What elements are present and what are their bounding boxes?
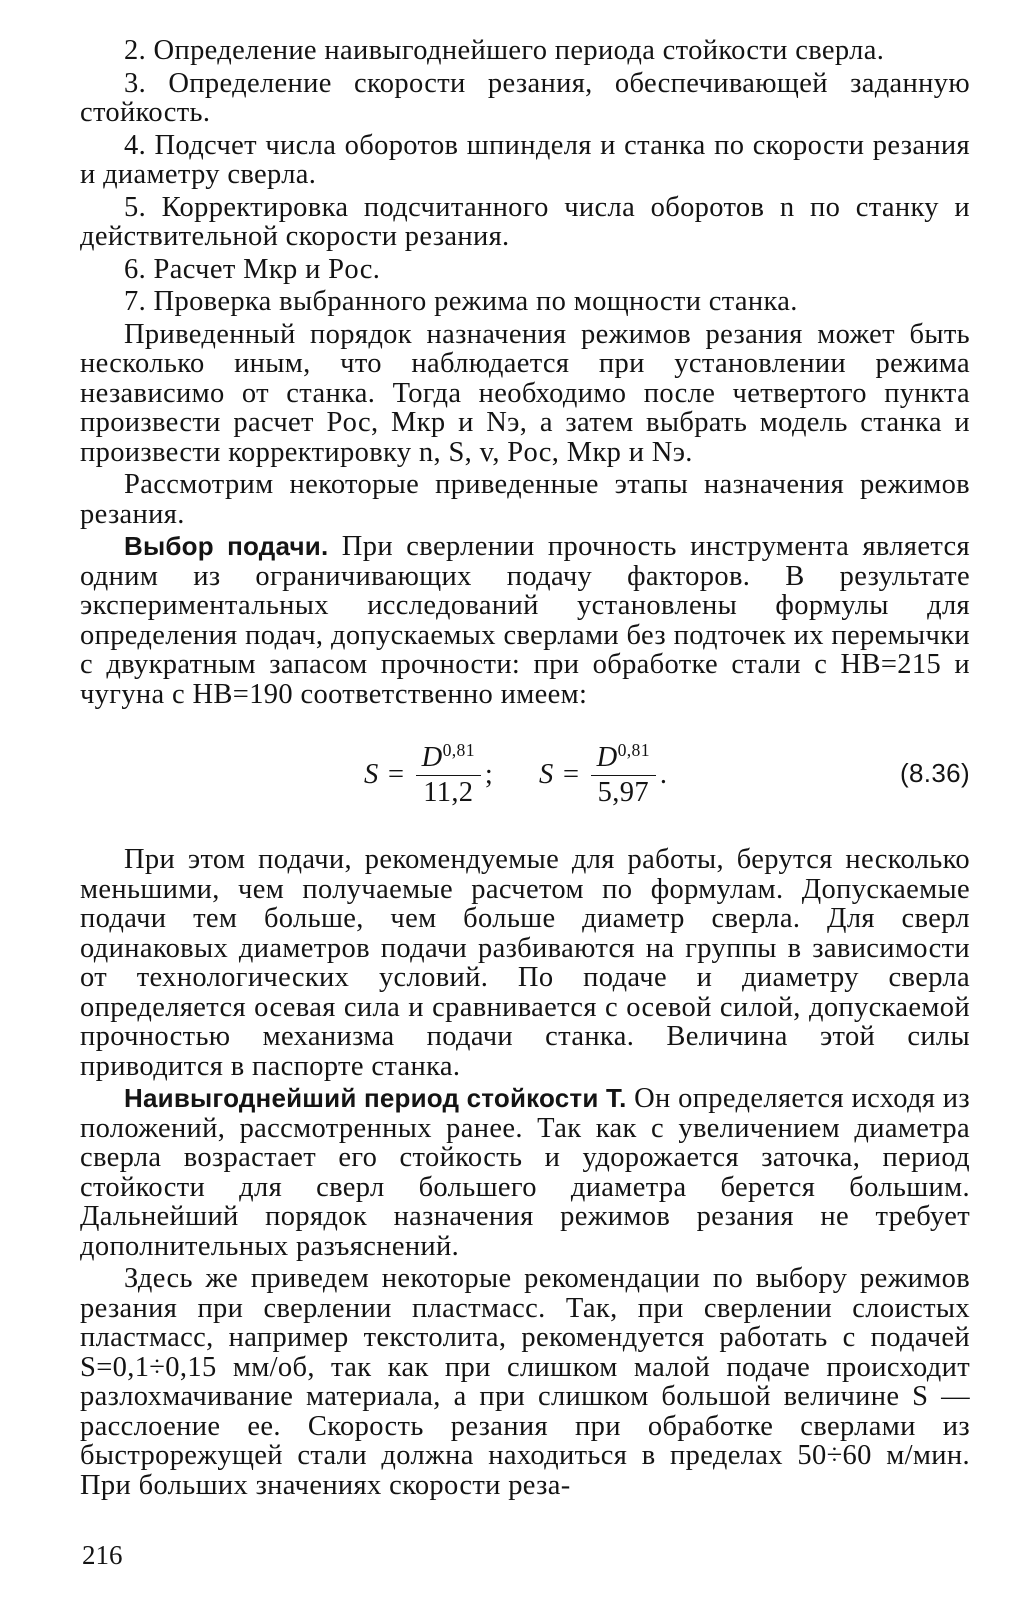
- formula-8-36: [80, 727, 970, 823]
- body-text: [80, 36, 970, 1503]
- section-feed: [80, 532, 970, 709]
- fraction-numerator: D$^{0,81}$: [591, 743, 656, 776]
- section-tool-life-text: Он определяется исходя из положений, рассмотренных ранее. Так как с увеличением диаметра сверла возрастает его стойкость и удорожается заточка, период стойкости для сверл большего диаметра берется большим. Дальнейший порядок назначения режимов резания не требует дополнительных разъяснений.: [80, 1083, 971, 1262]
- fraction: [416, 740, 481, 808]
- formula-steel: [364, 727, 493, 823]
- list-item-5: 5. Корректировка подсчитанного числа оборотов n по станку и действительной скорости резания.: [80, 191, 970, 252]
- list-item-2: 2. Определение наивыгоднейшего периода стойкости сверла.: [124, 35, 885, 66]
- paragraph-feeds: При этом подачи, рекомендуемые для работы, берутся несколько меньшими, чем получаемые расчетом по формулам. Допускаемые подачи тем больше, чем больше диаметр сверла. Для сверл одинаковых диаметров подачи разбиваются на группы в зависимости от технологических условий. По подаче и диаметру сверла определяется осевая сила и сравнивается с осевой силой, допускаемой прочностью механизма подачи станка. Величина этой силы приводится в паспорте станка.: [80, 844, 970, 1082]
- section-tool-life: [80, 1084, 970, 1261]
- formula-lhs: S =: [539, 759, 581, 791]
- formula-end: .: [659, 759, 668, 791]
- page-number: 216: [82, 1540, 123, 1570]
- list-item-3: 3. Определение скорости резания, обеспечивающей заданную стойкость.: [80, 67, 970, 128]
- fraction: [591, 740, 656, 808]
- fraction-numerator: D$^{0,81}$: [416, 743, 481, 776]
- paragraph-stages: Рассмотрим некоторые приведенные этапы назначения режимов резания.: [80, 469, 970, 530]
- list-item-7: 7. Проверка выбранного режима по мощности станка.: [124, 286, 798, 317]
- formula-cast-iron: [539, 727, 667, 823]
- formula-separator: ;: [484, 759, 494, 791]
- formula-lhs: S =: [364, 759, 406, 791]
- section-feed-text: При сверлении прочность инструмента является одним из ограничивающих подачу факторов. В результате экспериментальных исследований установлены формулы для определения подач, допускаемых сверлами без подточек их перемычки с двукратным запасом прочности: при обработке стали с НВ=215 и чугуна с НВ=190 соответственно имеем:: [80, 531, 970, 710]
- fraction-denominator: 11,2: [423, 776, 474, 808]
- list-item-4: 4. Подсчет числа оборотов шпинделя и станка по скорости резания и диаметру сверла.: [80, 129, 970, 190]
- equation-number: (8.36): [899, 758, 970, 788]
- section-feed-heading: Выбор подачи.: [124, 531, 329, 561]
- paragraph-order: Приведенный порядок назначения режимов резания может быть несколько иным, что наблюдается при установлении режима независимо от станка. Тогда необходимо после четвертого пункта произвести расчет Pос, Mкр и Nэ, а затем выбрать модель станка и произвести корректировку n, S, v, Pос, Mкр и Nэ.: [80, 318, 970, 468]
- list-item-6: 6. Расчет Mкр и Pос.: [124, 253, 381, 285]
- paragraph-plastics: Здесь же приведем некоторые рекомендации по выбору режимов резания при сверлении пластмасс. Так, при сверлении слоистых пластмасс, например текстолита, рекомендуется работать с подачей S=0,1÷0,15 мм/об, так как при слишком малой подаче происходит разлохмачивание материала, а при слишком большой величине S — расслоение ее. Скорость резания при обработке сверлами из быстрорежущей стали должна находиться в пределах 50÷60 м/мин. При больших значениях скорости реза-: [80, 1263, 970, 1501]
- fraction-denominator: 5,97: [597, 776, 649, 808]
- section-tool-life-heading: Наивыгоднейший период стойкости T.: [124, 1083, 627, 1113]
